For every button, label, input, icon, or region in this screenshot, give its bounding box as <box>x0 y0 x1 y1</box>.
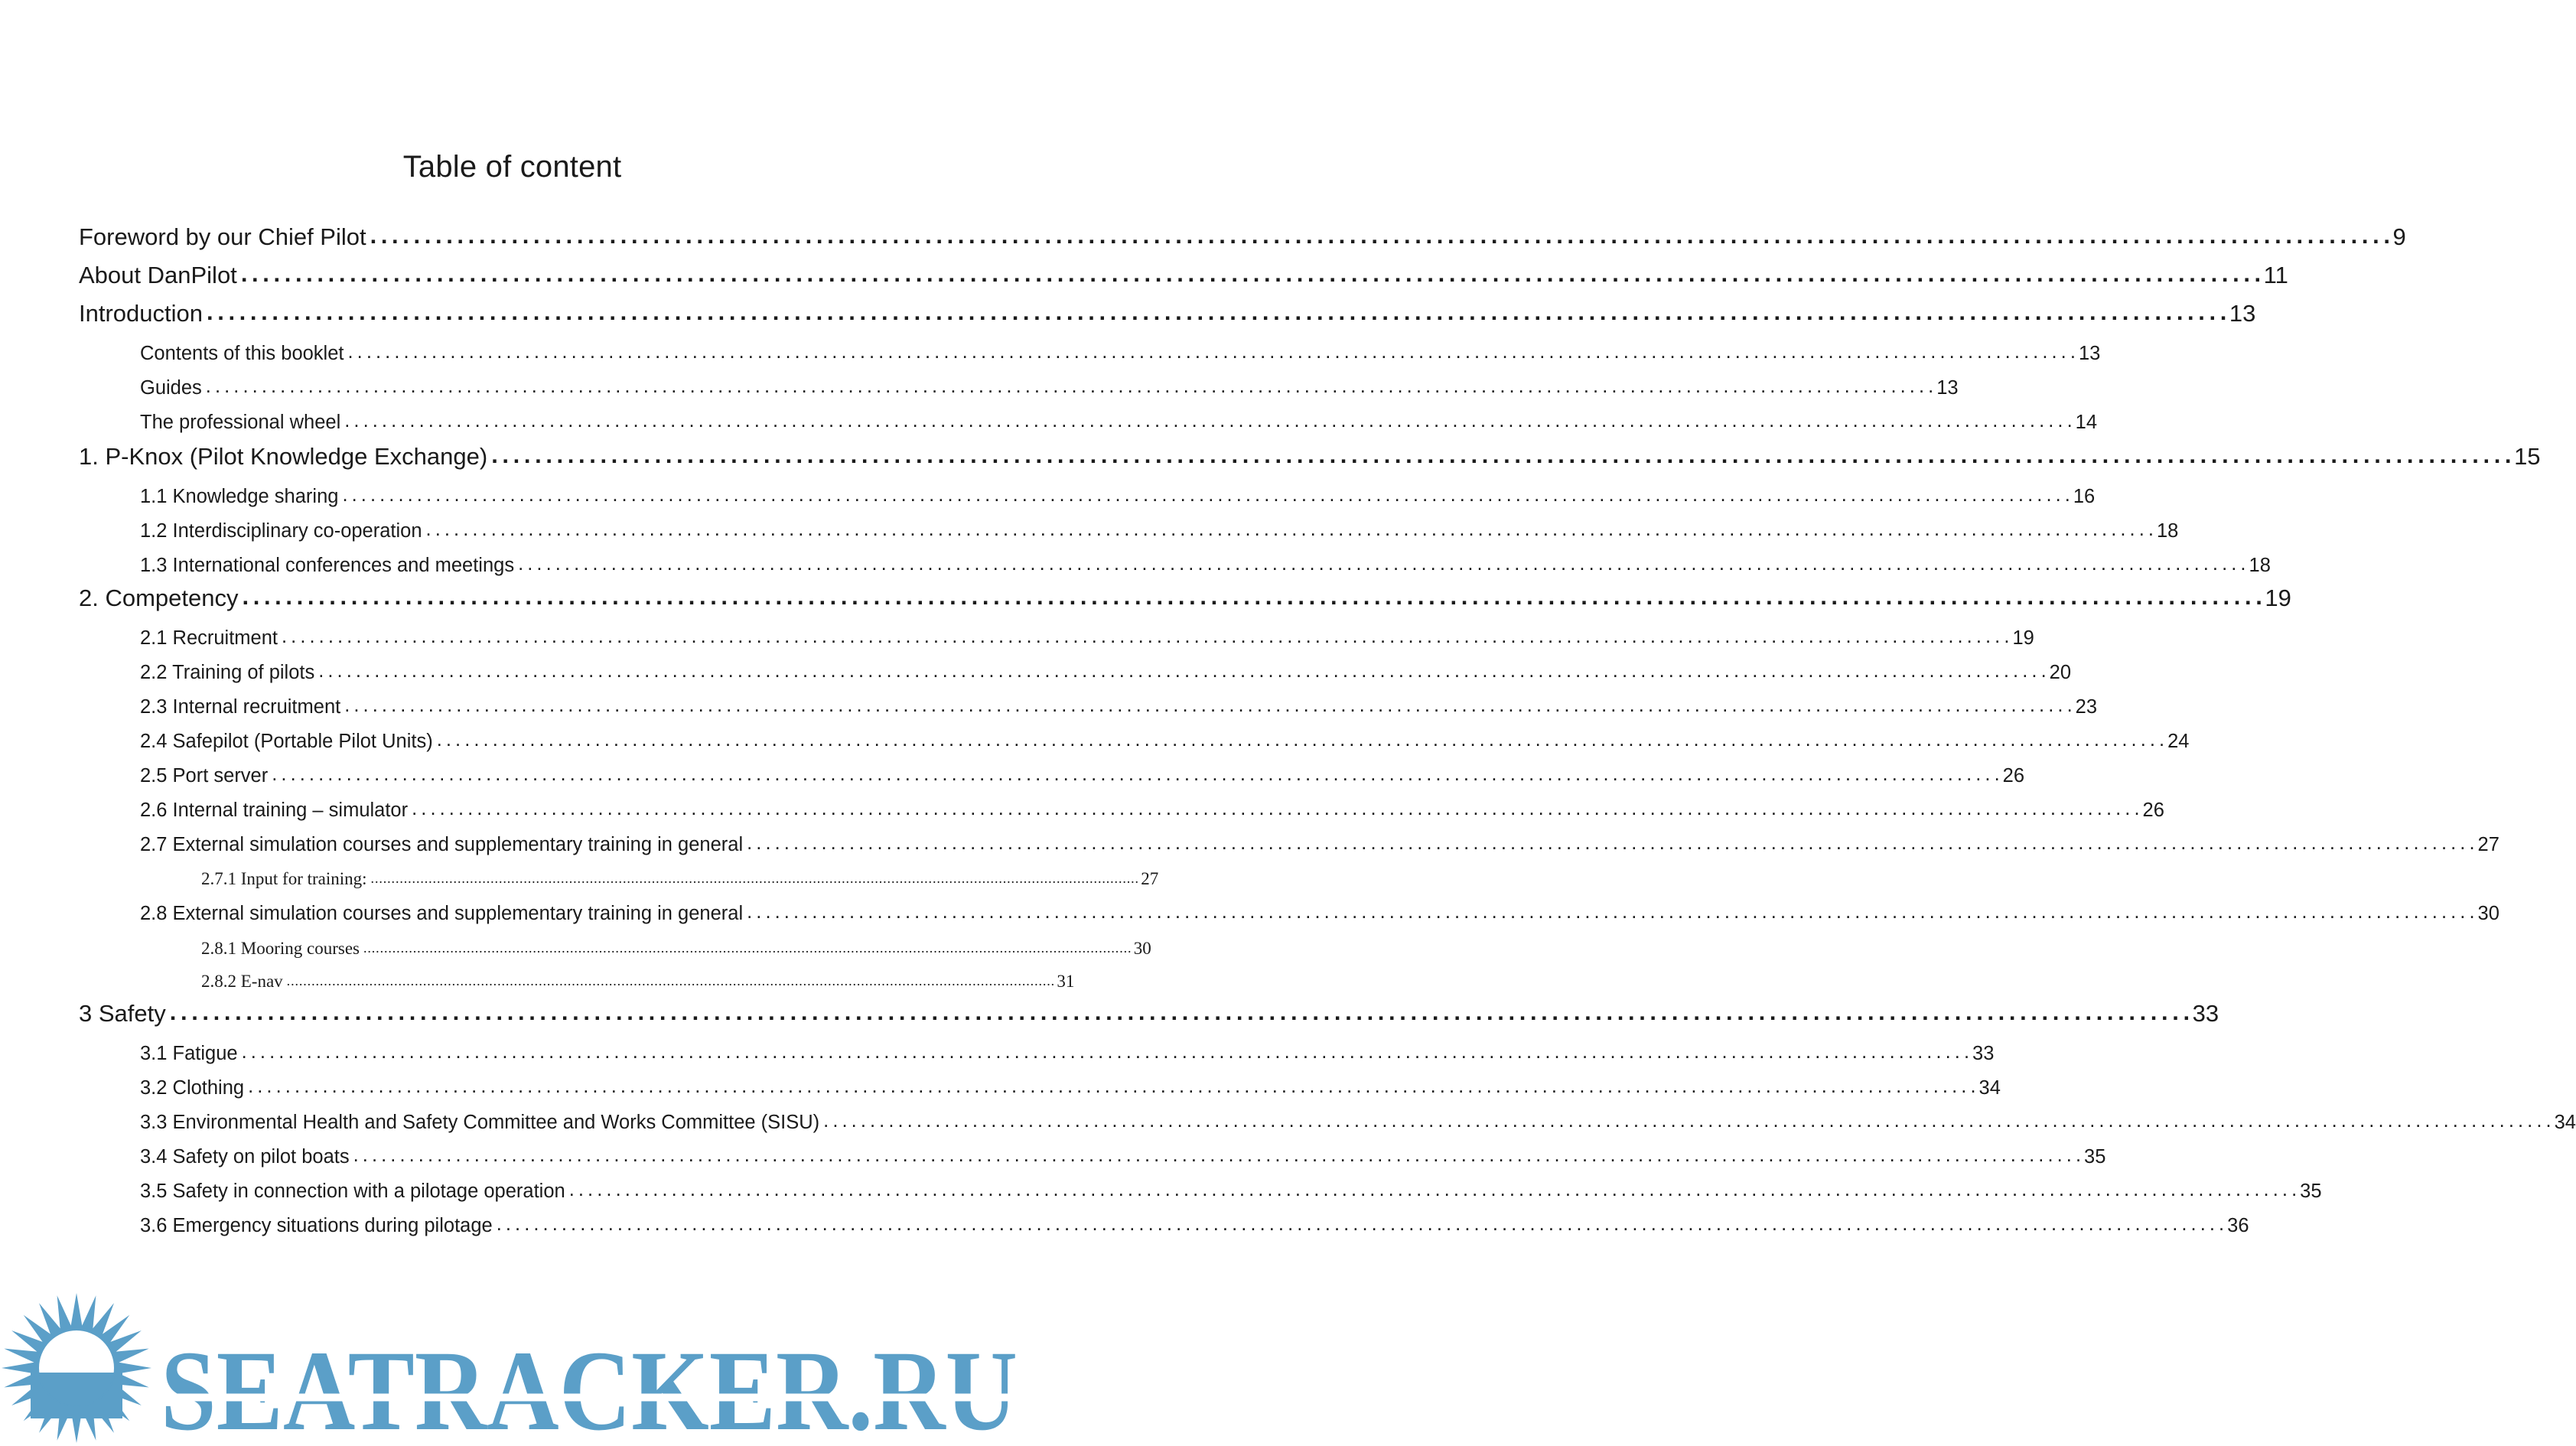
toc-entry <box>201 939 1151 959</box>
page-title: Table of content <box>402 150 622 184</box>
toc-entry-page: 26 <box>2142 800 2164 821</box>
toc-entry-title: 2.8 External simulation courses and supplementary training in general <box>140 903 744 924</box>
toc-entry-title: About DanPilot <box>79 262 237 288</box>
toc-entry-page: 20 <box>2049 662 2072 683</box>
toc-leader-dots <box>518 553 2245 575</box>
watermark-text: SEATRACKER.RU <box>161 1327 1018 1446</box>
watermark <box>0 1293 1024 1446</box>
sun-logo-icon <box>2 1293 151 1443</box>
toc-entry <box>201 972 1075 992</box>
toc-entry-page: 35 <box>2084 1146 2106 1168</box>
toc-entry-page: 19 <box>2012 627 2034 649</box>
toc-entry-title: 2.5 Port server <box>140 765 269 787</box>
toc-entry <box>201 869 1159 889</box>
toc-entry-title: 2.7 External simulation courses and supplementary training in general <box>140 834 744 855</box>
toc-entry-title: 2.7.1 Input for training: <box>201 869 367 888</box>
toc-entry-page: 19 <box>2265 585 2291 611</box>
toc-entry-page: 18 <box>2249 555 2271 576</box>
toc-entry-title: 2.4 Safepilot (Portable Pilot Units) <box>140 731 433 752</box>
toc-entry <box>140 1181 2322 1203</box>
toc-leader-dots <box>241 260 2260 288</box>
toc-entry-title: 2. Competency <box>79 585 239 611</box>
toc-entry-page: 9 <box>2392 223 2406 250</box>
toc-leader-dots <box>426 519 2153 541</box>
toc-entry-title: 3.1 Fatigue <box>140 1043 238 1064</box>
toc-leader-dots <box>282 626 2008 648</box>
toc-entry <box>140 800 2164 822</box>
toc-leader-dots <box>342 484 2069 506</box>
toc-leader-dots <box>344 410 2071 432</box>
toc-entry-title: 3.5 Safety in connection with a pilotage operation <box>140 1181 565 1202</box>
toc-entry-title: Contents of this booklet <box>140 343 344 364</box>
toc-entry-page: 18 <box>2156 520 2179 542</box>
toc-entry <box>140 486 2096 508</box>
toc-entry <box>140 520 2179 542</box>
toc-entry-page: 30 <box>1133 939 1151 958</box>
toc-entry-page: 11 <box>2263 262 2288 288</box>
watermark-graphic <box>0 1293 1024 1446</box>
toc-leader-dots <box>437 729 2164 751</box>
toc-leader-dots <box>370 222 2389 249</box>
toc-entry-page: 23 <box>2075 696 2098 718</box>
toc-entry-title: 1.1 Knowledge sharing <box>140 486 339 507</box>
toc-entry <box>140 377 1959 399</box>
toc-entry-page: 33 <box>1972 1043 1995 1064</box>
toc-entry-page: 27 <box>1141 869 1159 888</box>
toc-leader-dots <box>207 298 2226 326</box>
toc-entry <box>140 696 2098 718</box>
toc-leader-dots <box>353 1145 2080 1167</box>
toc-entry <box>140 627 2034 650</box>
toc-leader-dots <box>497 1213 2223 1236</box>
toc-entry <box>79 585 2291 612</box>
toc-entry <box>140 555 2271 577</box>
toc-entry-title: 2.8.1 Mooring courses <box>201 939 360 958</box>
toc-entry-title: 2.6 Internal training – simulator <box>140 800 409 821</box>
toc-entry-title: 1.3 International conferences and meetings <box>140 555 515 576</box>
toc-entry <box>140 1077 2001 1099</box>
toc-entry-title: Guides <box>140 377 202 399</box>
toc-entry-title: The professional wheel <box>140 412 341 433</box>
toc-entry-page: 26 <box>2002 765 2025 787</box>
toc-entry <box>140 834 2499 856</box>
toc-leader-dots <box>318 660 2045 682</box>
toc-leader-dots <box>747 832 2473 855</box>
toc-leader-dots <box>287 970 1054 990</box>
toc-entry-title: 3 Safety <box>79 1000 166 1027</box>
toc-entry-page: 27 <box>2477 834 2499 855</box>
toc-entry-title: Introduction <box>79 300 203 327</box>
toc-entry-page: 13 <box>2229 300 2256 327</box>
toc-entry-title: 3.3 Environmental Health and Safety Committee and Works Committee (SISU) <box>140 1112 820 1133</box>
toc-entry <box>140 731 2190 753</box>
toc-leader-dots <box>206 376 1933 398</box>
toc-entry-page: 13 <box>2078 343 2101 364</box>
toc-leader-dots <box>348 341 2075 363</box>
toc-entry-page: 16 <box>2073 486 2096 507</box>
toc-leader-dots <box>170 998 2189 1026</box>
toc-entry-title: 2.3 Internal recruitment <box>140 696 341 718</box>
toc-leader-dots <box>242 1041 1969 1063</box>
toc-entry-page: 30 <box>2477 903 2499 924</box>
toc-entry <box>140 1146 2106 1168</box>
toc-entry-title: Foreword by our Chief Pilot <box>79 223 366 250</box>
toc-entry <box>79 300 2256 327</box>
toc-entry-title: 1. P-Knox (Pilot Knowledge Exchange) <box>79 443 488 470</box>
toc-leader-dots <box>491 441 2510 469</box>
toc-entry-page: 24 <box>2167 731 2190 752</box>
toc-leader-dots <box>412 798 2138 820</box>
toc-entry <box>79 443 2541 471</box>
toc-entry-page: 34 <box>1978 1077 2001 1099</box>
toc-entry-page: 33 <box>2192 1000 2219 1027</box>
toc-entry-page: 14 <box>2075 412 2098 433</box>
toc-entry <box>79 223 2406 251</box>
toc-leader-dots <box>823 1110 2550 1132</box>
toc-entry <box>140 662 2072 684</box>
toc-entry <box>140 765 2025 787</box>
toc-leader-dots <box>371 868 1138 887</box>
toc-entry <box>140 412 2098 434</box>
toc-entry-page: 34 <box>2554 1112 2576 1133</box>
toc-entry-title: 1.2 Interdisciplinary co-operation <box>140 520 422 542</box>
toc-leader-dots <box>248 1076 1975 1098</box>
toc-leader-dots <box>243 583 2262 611</box>
toc-entry-title: 2.1 Recruitment <box>140 627 278 649</box>
toc-entry <box>140 343 2101 365</box>
toc-entry-title: 3.2 Clothing <box>140 1077 245 1099</box>
toc-entry-page: 31 <box>1057 972 1075 991</box>
toc-entry-page: 35 <box>2300 1181 2322 1202</box>
toc-leader-dots <box>272 764 1998 786</box>
toc-entry-page: 36 <box>2227 1215 2249 1236</box>
toc-entry <box>79 1000 2219 1028</box>
toc-leader-dots <box>344 695 2071 717</box>
toc-entry-title: 3.4 Safety on pilot boats <box>140 1146 350 1168</box>
toc-entry <box>140 1043 1995 1065</box>
toc-entry-page: 13 <box>1936 377 1959 399</box>
toc-leader-dots <box>747 901 2473 923</box>
toc-entry <box>140 1112 2576 1134</box>
toc-entry <box>140 903 2499 925</box>
toc-entry-title: 3.6 Emergency situations during pilotage <box>140 1215 493 1236</box>
toc-entry-title: 2.8.2 E-nav <box>201 972 283 991</box>
toc-entry-title: 2.2 Training of pilots <box>140 662 315 683</box>
toc-entry-page: 15 <box>2514 443 2541 470</box>
toc-leader-dots <box>363 937 1130 957</box>
toc-entry <box>140 1215 2249 1237</box>
toc-entry <box>79 262 2288 289</box>
toc-leader-dots <box>569 1179 2296 1201</box>
